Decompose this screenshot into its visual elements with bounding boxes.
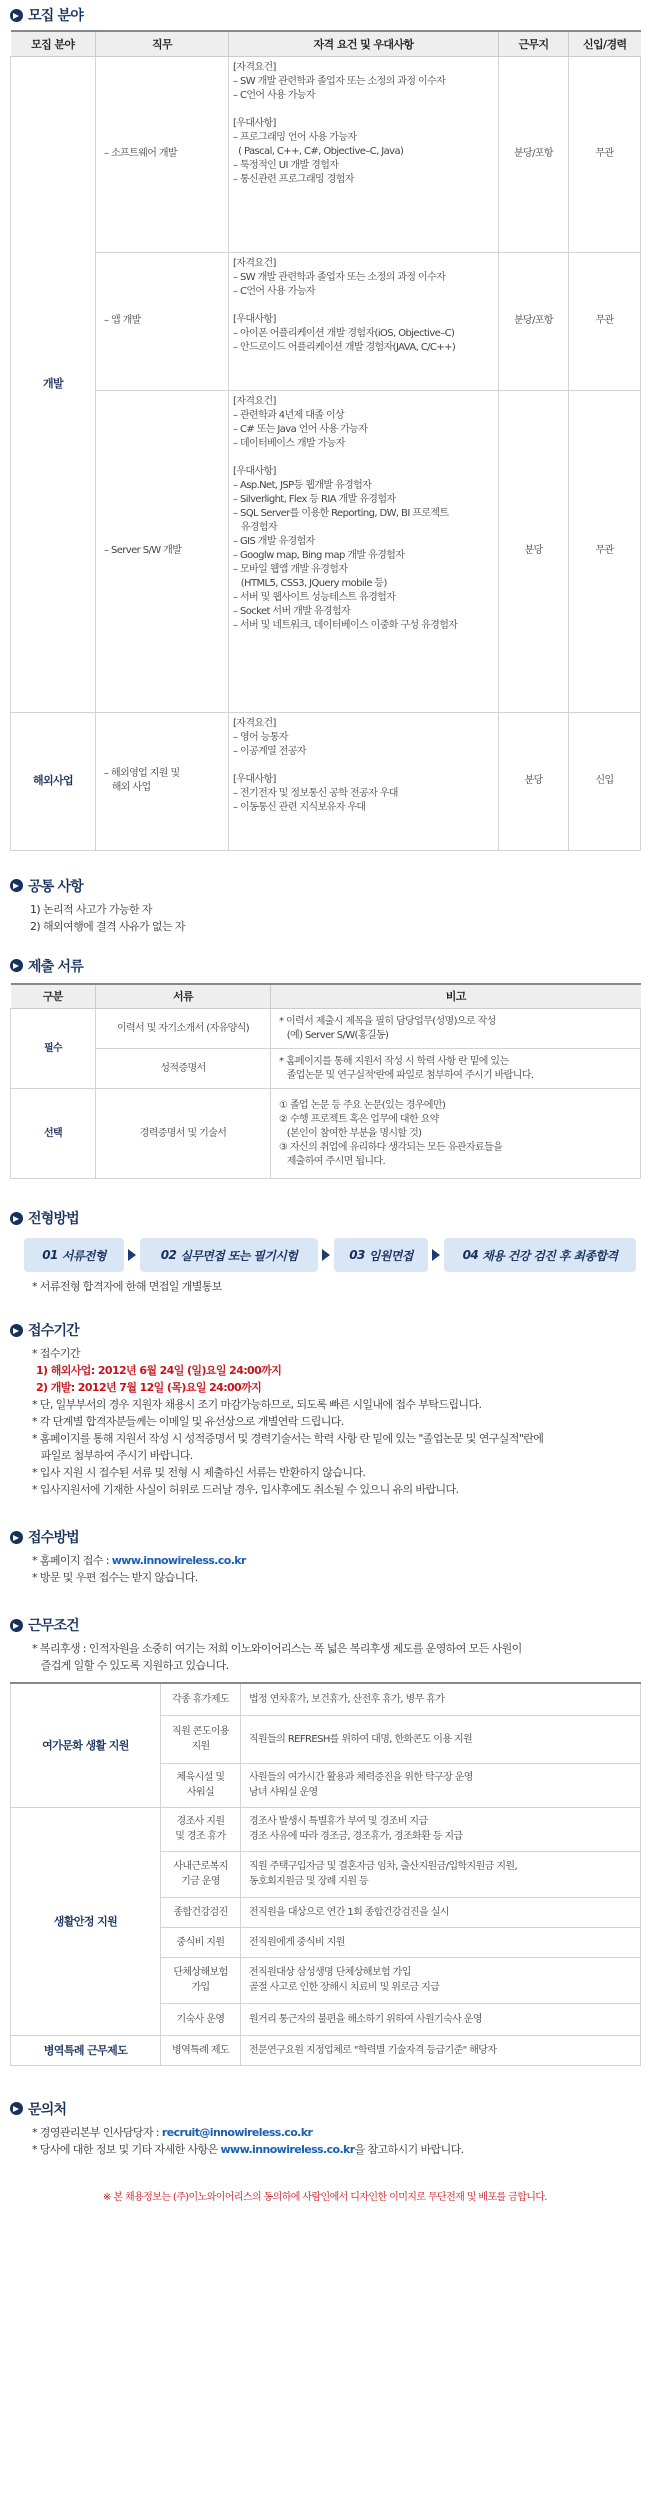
job-cell: – 소프트웨어 개발 <box>96 56 229 252</box>
benefit-desc: 법정 연차휴가, 보건휴가, 산전후 휴가, 병무 휴가 <box>241 1683 641 1715</box>
documents-section-title <box>10 953 640 979</box>
process-note: * 서류전형 합격자에 한해 면접일 개별통보 <box>32 1280 222 1293</box>
benefit-desc: 전직원에게 중식비 지원 <box>241 1927 641 1957</box>
benefit-item: 단체상해보험 가입 <box>161 1957 241 2003</box>
job-cell: – Server S/W 개발 <box>96 390 229 712</box>
conditions-intro: * 복리후생 : 인적자원을 소중히 여기는 저희 이노와이어리스는 폭 넓은 복리후생 제도를 운영하여 모든 사원이 즐겁게 일할 수 있도록 지원하고 있습니다. <box>32 1642 522 1672</box>
note-cell: * 이력서 제출시 제목을 필히 담당업무(성명)으로 작성 (예) Server S/W(홍길동) <box>271 1009 641 1049</box>
document-cell: 이력서 및 자기소개서 (자유양식) <box>96 1009 271 1049</box>
benefit-desc: 전직원대상 삼성생명 단체상해보험 가입 골절 사고로 인한 장해시 치료비 및 위로금 지급 <box>241 1957 641 2003</box>
period-list: * 접수기간 1) 해외사업: 2012년 6월 24일 (일)요일 24:00까지 2) 개발: 2012년 7월 12일 (목)요일 24:00까지 * 단, 일부부서의 경우 지원자 채용시 조기 마감가능하므로, 되도록 빠른 시일내에 접수 부탁드립니다. * 각 단계별 합격자분들께는 이메일 및 유선상으로 개별연락 드립니다. * 홈페이지를 통해 지원서 작성 시 성적증명서 및 경력기술서는 학력 사항 란 밑에 있는 "졸업논문 및 연구실적"란에 파일로 첨부하여 주시기 바랍니다. * 입사 지원 시 접수된 서류 및 전형 시 제출하신 서류는 반환하지 않습니다. * 입사지원서에 기재한 사실이 허위로 드러날 경우, 입사후에도 취소될 수 있으니 유의 바랍니다. <box>10 1345 640 1498</box>
benefit-item: 기숙사 운영 <box>161 2003 241 2035</box>
common-section-title <box>10 873 640 899</box>
common-title-text: 공통 사항 <box>28 878 83 895</box>
section-bullet-icon <box>10 879 23 892</box>
category-overseas: 해외사업 <box>11 712 96 850</box>
documents-table <box>10 983 641 1180</box>
table-row <box>11 1009 641 1049</box>
level-cell: 신입 <box>569 712 641 850</box>
requirements-cell: [자격요건] – SW 개발 관련학과 졸업자 또는 소정의 과정 이수자 – C언어 사용 가능자 [우대사항] – 아이폰 어플리케이션 개발 경험자(iOS, Objective–C) – 안드로이드 어플리케이션 개발 경험자(JAVA, C/C++) <box>229 252 499 390</box>
method-list: * 홈페이지 접수 : www.innowireless.co.kr * 방문 및 우편 접수는 받지 않습니다. <box>32 1554 246 1584</box>
level-cell: 무관 <box>569 56 641 252</box>
section-bullet-icon <box>10 9 23 22</box>
list-item: 2) 해외여행에 결격 사유가 없는 자 <box>30 919 185 933</box>
email-link[interactable]: recruit@innowireless.co.kr <box>161 2125 313 2139</box>
required-label: 필수 <box>11 1009 96 1089</box>
document-cell: 경력증명서 및 기술서 <box>96 1089 271 1179</box>
table-row <box>11 1049 641 1089</box>
table-row <box>11 1683 641 1715</box>
document-cell: 성적증명서 <box>96 1049 271 1089</box>
period-title-text: 접수기간 <box>28 1323 79 1339</box>
benefit-item: 체육시설 및 사워실 <box>161 1763 241 1807</box>
conditions-title-text: 근무조건 <box>28 1618 79 1634</box>
level-cell: 무관 <box>569 252 641 390</box>
benefit-category: 여가문화 생활 지원 <box>11 1683 161 1807</box>
documents-title-text: 제출 서류 <box>28 958 83 975</box>
benefit-desc: 전직원을 대상으로 연간 1회 종합건강검진을 실시 <box>241 1897 641 1927</box>
job-cell: – 앱 개발 <box>96 252 229 390</box>
period-overseas: 1) 해외사업: 2012년 6월 24일 (일)요일 24:00까지 <box>36 1364 282 1377</box>
location-cell: 분당 <box>499 712 569 850</box>
recruit-header: 직무 <box>96 31 229 56</box>
method-section-title <box>10 1524 640 1550</box>
section-bullet-icon <box>10 1212 23 1225</box>
note-cell: ① 졸업 논문 등 주요 논문(있는 경우에만) ② 수행 프로젝트 혹은 업무에 대한 요약 (본인이 참여한 부분을 명시할 것) ③ 자신의 취업에 유리하다 생각되는 모든 유관자료들을 제출하여 주시면 됩니다. <box>271 1089 641 1179</box>
documents-header-row <box>11 984 641 1009</box>
arrow-right-icon <box>124 1247 140 1263</box>
optional-label: 선택 <box>11 1089 96 1179</box>
process-title-text: 전형방법 <box>28 1211 79 1227</box>
benefit-item: 사내근로복지 기금 운영 <box>161 1851 241 1897</box>
table-row <box>11 712 641 850</box>
requirements-cell: [자격요건] – 영어 능통자 – 이공계열 전공자 [우대사항] – 전기전자 및 정보통신 공학 전공자 우대 – 이동통신 관련 지식보유자 우대 <box>229 712 499 850</box>
arrow-right-icon <box>428 1247 444 1263</box>
process-step: 02 실무면접 또는 필기시험 <box>140 1238 318 1272</box>
benefit-desc: 전문연구요원 지정업체로 "학력별 기술자격 등급기준" 해당자 <box>241 2035 641 2065</box>
conditions-section-title <box>10 1612 640 1638</box>
recruit-title-text: 모집 분야 <box>28 8 83 24</box>
common-list <box>10 901 640 935</box>
section-bullet-icon <box>10 959 23 972</box>
level-cell: 무관 <box>569 390 641 712</box>
process-step: 04 채용 건강 검진 후 최종합격 <box>444 1238 636 1272</box>
section-bullet-icon <box>10 1531 23 1544</box>
table-row <box>11 1089 641 1179</box>
section-bullet-icon <box>10 1619 23 1632</box>
section-bullet-icon <box>10 1324 23 1337</box>
process-step: 01 서류전형 <box>24 1238 124 1272</box>
benefit-item: 각종 휴가제도 <box>161 1683 241 1715</box>
benefit-item: 종합건강검진 <box>161 1897 241 1927</box>
contact-list: * 경영관리본부 인사담당자 : recruit@innowireless.co.kr * 당사에 대한 정보 및 기타 자세한 사항은 www.innowireless.co.kr을 참고하시기 바랍니다. <box>32 2125 464 2156</box>
period-dev: 2) 개발: 2012년 7월 12일 (목)요일 24:00까지 <box>36 1381 262 1394</box>
website-link[interactable]: www.innowireless.co.kr <box>220 2142 355 2156</box>
benefit-desc: 경조사 발생시 특별휴가 부여 및 경조비 지급 경조 사유에 따라 경조금, 경조휴가, 경조화환 등 지급 <box>241 1807 641 1851</box>
location-cell: 분당/포항 <box>499 56 569 252</box>
section-bullet-icon <box>10 2102 23 2115</box>
period-section-title <box>10 1317 640 1343</box>
category-dev: 개발 <box>11 56 96 712</box>
benefit-category: 생활안정 지원 <box>11 1807 161 2035</box>
table-row <box>11 56 641 252</box>
location-cell: 분당/포항 <box>499 252 569 390</box>
process-section-title <box>10 1205 640 1231</box>
benefit-desc: 직원들의 REFRESH를 위하여 대명, 한화콘도 이용 지원 <box>241 1715 641 1763</box>
process-step: 03 임원면접 <box>334 1238 428 1272</box>
method-title-text: 접수방법 <box>28 1530 79 1546</box>
benefit-category: 병역특례 근무제도 <box>11 2035 161 2065</box>
benefit-item: 병역특례 제도 <box>161 2035 241 2065</box>
benefit-item: 직원 콘도이용 지원 <box>161 1715 241 1763</box>
location-cell: 분당 <box>499 390 569 712</box>
recruit-section-title <box>10 2 640 28</box>
process-flow <box>24 1238 640 1272</box>
job-cell: – 해외영업 지원 및 해외 사업 <box>96 712 229 850</box>
benefit-desc: 직원 주택구입자금 및 결혼자금 임차, 출산지원금/입학지원금 지원, 동호회지원금 및 장례 지원 등 <box>241 1851 641 1897</box>
recruit-header-row <box>11 31 641 56</box>
list-item: 1) 논리적 사고가 가능한 자 <box>30 902 152 916</box>
requirements-cell: [자격요건] – 관련학과 4년제 대졸 이상 – C# 또는 Java 언어 사용 가능자 – 데이터베이스 개발 가능자 [우대사항] – Asp.Net, JSP등 웹개발 유경험자 – Silverlight, Flex 등 RIA 개발 유경험자 – SQL Server를 이용한 Reporting, DW, BI 프로젝트 유경험자 – GIS 개발 유경험자 – Googlw map, Bing map 개발 유경험자 – 모바일 웹앱 개발 유경험자 (HTML5, CSS3, JQuery mobile 등) – 서버 및 웹사이트 성능테스트 유경험자 – Socket 서버 개발 유경험자 – 서버 및 네트워크, 데이터베이스 이중화 구성 유경험자 <box>229 390 499 712</box>
benefits-table <box>10 1682 641 2066</box>
benefit-item: 중식비 지원 <box>161 1927 241 1957</box>
homepage-link[interactable]: www.innowireless.co.kr <box>111 1554 246 1567</box>
table-row <box>11 1807 641 1851</box>
note-cell: * 홈페이지를 통해 지원서 작성 시 학력 사항 란 밑에 있는 졸업논문 및 연구실적'란에 파일로 첨부하여 주시기 바랍니다. <box>271 1049 641 1089</box>
recruit-table <box>10 30 641 851</box>
table-row <box>11 2035 641 2065</box>
contact-title-text: 문의처 <box>28 2101 67 2118</box>
benefit-item: 경조사 지원 및 경조 휴가 <box>161 1807 241 1851</box>
table-row <box>11 252 641 390</box>
benefit-desc: 사원들의 여가시간 활용과 체력증진을 위한 탁구장 운영 남녀 샤워실 운영 <box>241 1763 641 1807</box>
recruit-header: 모집 분야 <box>11 31 96 56</box>
arrow-right-icon <box>318 1247 334 1263</box>
contact-section-title <box>10 2096 640 2122</box>
documents-header: 비고 <box>271 984 641 1009</box>
table-row <box>11 390 641 712</box>
documents-header: 서류 <box>96 984 271 1009</box>
recruit-header: 자격 요건 및 우대사항 <box>229 31 499 56</box>
requirements-cell: [자격요건] – SW 개발 관련학과 졸업자 또는 소정의 과정 이수자 – C언어 사용 가능자 [우대사항] – 프로그래밍 언어 사용 가능자 ( Pascal, C++, C#, Objective–C, Java) – 툭정적인 UI 개발 경험자 – 통신관련 프로그래밍 경험자 <box>229 56 499 252</box>
recruit-header: 신입/경력 <box>569 31 641 56</box>
copyright-notice: ※ 본 채용정보는 (주)이노와이어리스의 동의하에 사람인에서 디자인한 이미지로 무단전재 및 배포를 금합니다. <box>103 2191 547 2203</box>
benefit-desc: 원거리 통근자의 불편을 해소하기 위하여 사원기숙사 운영 <box>241 2003 641 2035</box>
documents-header: 구분 <box>11 984 96 1009</box>
recruit-header: 근무지 <box>499 31 569 56</box>
